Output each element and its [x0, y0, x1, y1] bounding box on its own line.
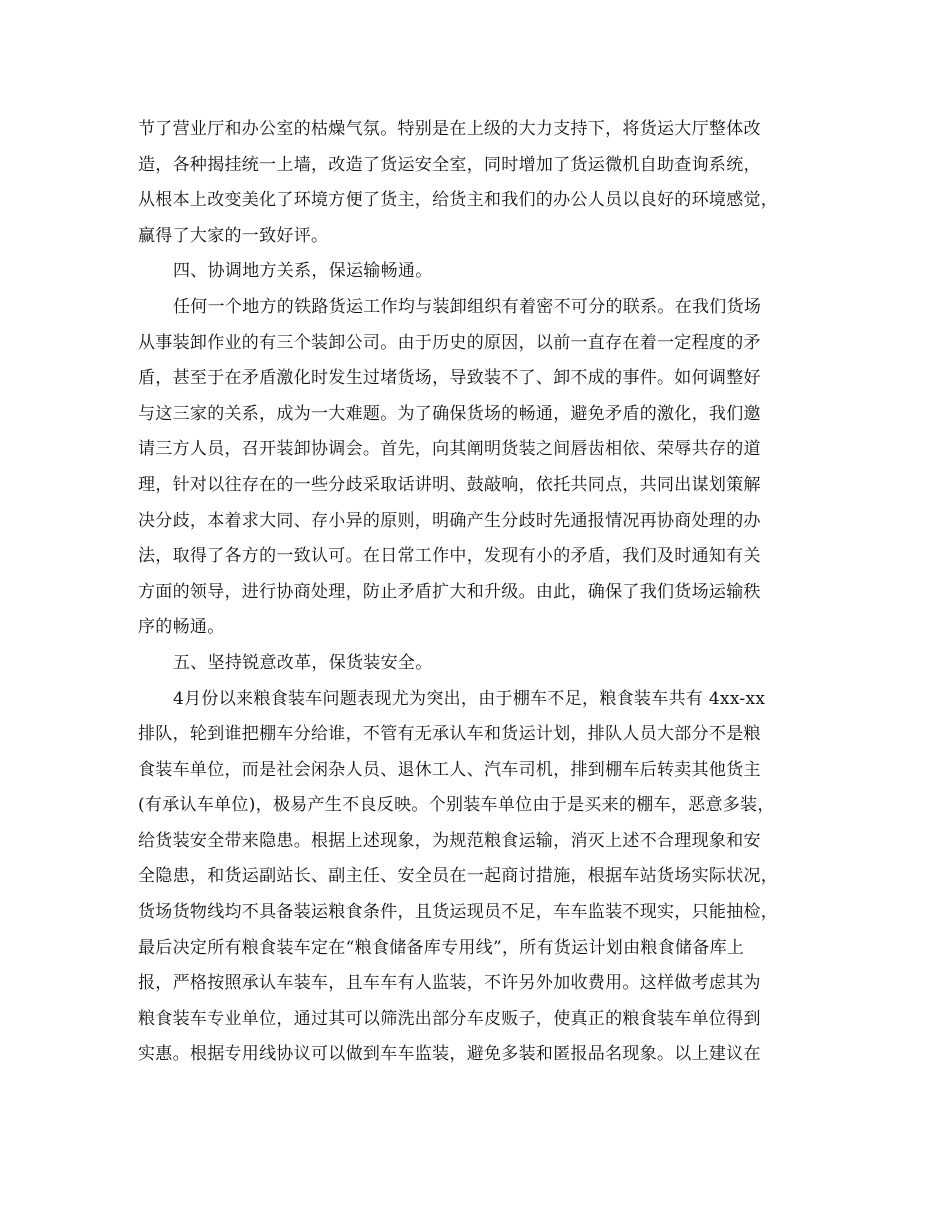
text-line: 食装车单位，而是社会闲杂人员、退休工人、汽车司机，排到棚车后转卖其他货主 [138, 759, 761, 780]
text-line: 方面的领导，进行协商处理，防止矛盾扩大和升级。由此，确保了我们货场运输秩 [138, 581, 761, 602]
text-line: 造，各种揭挂统一上墙，改造了货运安全室，同时增加了货运微机自助查询系统， [138, 154, 761, 175]
text-line: 全隐患，和货运副站长、副主任、安全员在一起商讨措施，根据车站货场实际状况， [138, 866, 779, 887]
text-line: 货场货物线均不具备装运粮食条件，且货运现员不足，车车监装不现实，只能抽检， [138, 902, 779, 923]
text-line: 请三方人员，召开装卸协调会。首先，向其阐明货装之间唇齿相依、荣辱共存的道 [138, 439, 761, 460]
text-line: 盾，甚至于在矛盾激化时发生过堵货场，导致装不了、卸不成的事件。如何调整好 [138, 368, 761, 389]
text-line: 决分歧，本着求大同、存小异的原则，明确产生分歧时先通报情况再协商处理的办 [138, 510, 761, 531]
document-body [138, 112, 828, 1073]
text-line: 排队，轮到谁把棚车分给谁，不管有无承认车和货运计划，排队人员大部分不是粮 [138, 724, 761, 745]
text-line: 从事装卸作业的有三个装卸公司。由于历史的原因，以前一直存在着一定程度的矛 [138, 332, 761, 353]
text-line: 报，严格按照承认车装车，且车车有人监装，不许另外加收费用。这样做考虑其为 [138, 973, 761, 994]
text-line: 四、协调地方关系，保运输畅通。 [173, 261, 433, 282]
text-line: 给货装安全带来隐患。根据上述现象，为规范粮食运输，消灭上述不合理现象和安 [138, 830, 761, 851]
text-line: 实惠。根据专用线协议可以做到车车监装，避免多装和匿报品名现象。以上建议在 [138, 1044, 761, 1065]
text-line: 任何一个地方的铁路货运工作均与装卸组织有着密不可分的联系。在我们货场 [173, 296, 762, 317]
text-line: (有承认车单位)，极易产生不良反映。个别装车单位由于是买来的棚车，恶意多装， [138, 795, 775, 816]
text-line: 法，取得了各方的一致认可。在日常工作中，发现有小的矛盾，我们及时通知有关 [138, 546, 761, 567]
text-line: 粮食装车专业单位，通过其可以筛洗出部分车皮贩子，使真正的粮食装车单位得到 [138, 1008, 761, 1029]
text-line: 五、坚持锐意改革，保货装安全。 [173, 652, 433, 673]
text-line: 赢得了大家的一致好评。 [138, 225, 329, 246]
text-line: 4月份以来粮食装车问题表现尤为突出，由于棚车不足，粮食装车共有 4xx-xx [173, 688, 766, 709]
text-line: 序的畅通。 [138, 617, 225, 638]
text-line: 与这三家的关系，成为一大难题。为了确保货场的畅通，避免矛盾的激化，我们邀 [138, 403, 761, 424]
text-line: 最后决定所有粮食装车定在“粮食储备库专用线”，所有货运计划由粮食储备库上 [138, 937, 745, 958]
text-line: 理，针对以往存在的一些分歧采取话讲明、鼓敲响，依托共同点，共同出谋划策解 [138, 474, 761, 495]
text-line: 从根本上改变美化了环境方便了货主，给货主和我们的办公人员以良好的环境感觉， [138, 190, 779, 211]
text-line: 节了营业厅和办公室的枯燥气氛。特别是在上级的大力支持下，将货运大厅整体改 [138, 119, 761, 139]
